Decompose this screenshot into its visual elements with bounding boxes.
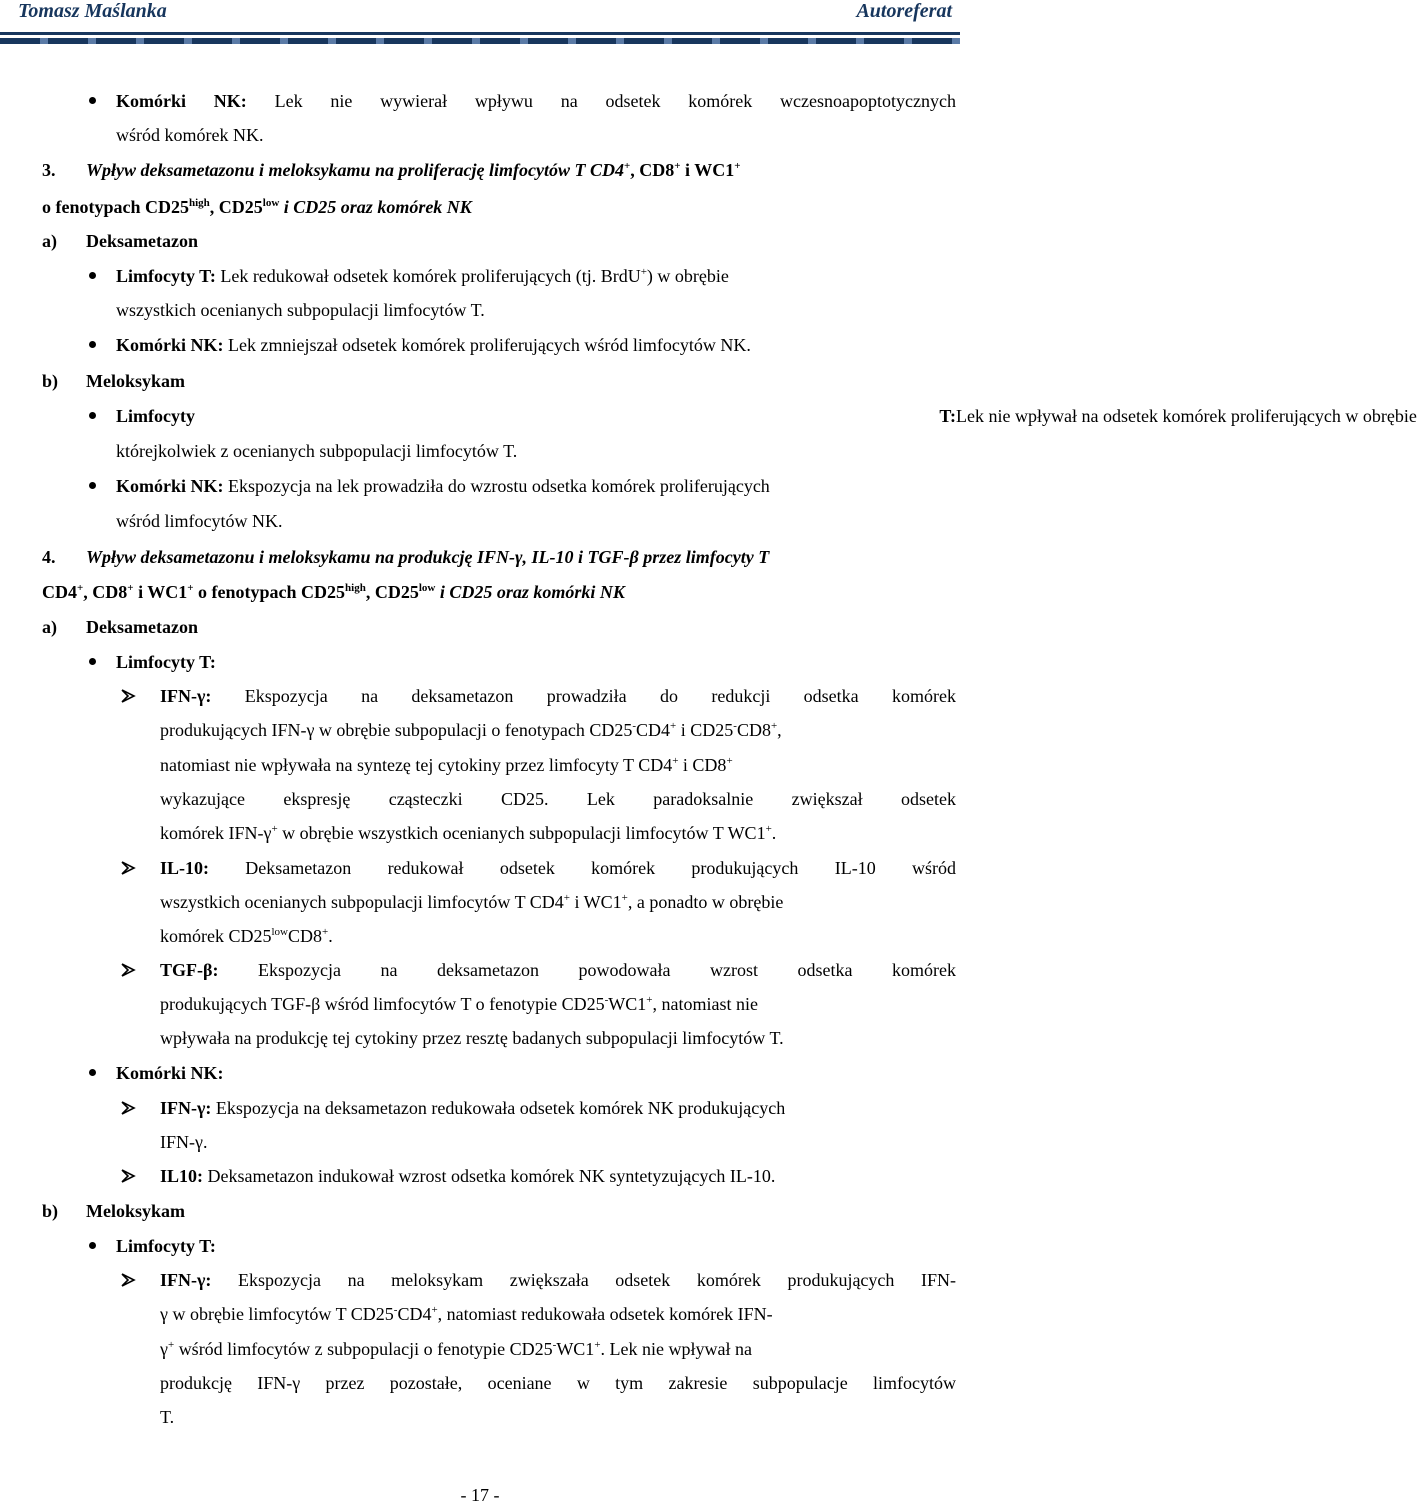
paragraph-line: IFN-γ. (160, 1132, 208, 1152)
subsection-letter: a) (42, 617, 57, 637)
item-label: Limfocyty T: (116, 652, 216, 672)
bullet-icon (89, 97, 96, 104)
bullet-icon (89, 341, 96, 348)
paragraph-line: Komórki NK: Lek nie wywierał wpływu na odsetek komórek wczesnoapoptotycznych (116, 91, 956, 111)
paragraph-line: γ+ wśród limfocytów z subpopulacji o fenotypie CD25-WC1+. Lek nie wpływał na (160, 1339, 752, 1359)
section-title: Wpływ deksametazonu i meloksykamu na proliferację limfocytów T CD4+, CD8+ i WC1+ (86, 160, 741, 180)
arrow-bullet-icon (120, 860, 136, 876)
paragraph-line: komórek $CD25^{low}CD8^+$. (160, 926, 333, 946)
arrow-bullet-icon (120, 1100, 136, 1116)
header-author: Tomasz Maślanka (18, 0, 167, 22)
subsection-title: Meloksykam (86, 371, 185, 391)
paragraph-line: wśród komórek NK. (116, 125, 264, 145)
header-rule-pattern (0, 38, 960, 44)
bullet-icon (89, 412, 96, 419)
bullet-icon (89, 1069, 96, 1076)
paragraph-line: IFN-γ: Ekspozycja na meloksykam zwiększała odsetek komórek produkujących IFN- (160, 1270, 956, 1290)
paragraph-line: TGF-β: Ekspozycja na deksametazon powodowała wzrost odsetka komórek (160, 960, 956, 980)
paragraph-line: wszystkich ocenianych subpopulacji limfocytów T. (116, 300, 485, 320)
arrow-bullet-icon (120, 1272, 136, 1288)
paragraph-line: IL-10: Deksametazon redukował odsetek komórek produkujących IL-10 wśród (160, 858, 956, 878)
paragraph-line: komórek IFN-γ+ w obrębie wszystkich ocenianych subpopulacji limfocytów T WC1+. (160, 823, 777, 843)
subsection-letter: b) (42, 1201, 59, 1221)
section-title: o fenotypach $CD25^{high}$, $CD25^{low}$ i CD25 oraz komórek NK (42, 197, 472, 217)
paragraph-line: IL10: Deksametazon indukował wzrost odsetka komórek NK syntetyzujących IL-10. (160, 1166, 776, 1186)
paragraph-line: γ w obrębie limfocytów T CD25-CD4+, natomiast redukowała odsetek komórek IFN- (160, 1304, 773, 1324)
paragraph-line: IFN-γ: Ekspozycja na deksametazon redukowała odsetek komórek NK produkujących (160, 1098, 786, 1118)
section-number: 3. (42, 160, 56, 180)
paragraph-line: produkujących IFN-γ w obrębie subpopulacji o fenotypach CD25-CD4+ i CD25-CD8+, (160, 720, 782, 740)
section-title: CD4+, CD8+ i WC1+ o fenotypach $CD25^{high}$, $CD25^{low}$ i CD25 oraz komórki NK (42, 582, 625, 602)
arrow-bullet-icon (120, 688, 136, 704)
header-doc-type: Autoreferat (856, 0, 952, 22)
bullet-icon (89, 482, 96, 489)
bullet-icon (89, 1242, 96, 1249)
paragraph-line: IFN-γ: Ekspozycja na deksametazon prowadziła do redukcji odsetka komórek (160, 686, 956, 706)
subsection-title: Deksametazon (86, 617, 198, 637)
section-title: Wpływ deksametazonu i meloksykamu na produkcję IFN-γ, IL-10 i TGF-β przez limfocyty T (86, 547, 770, 567)
arrow-bullet-icon (120, 1168, 136, 1184)
paragraph-line: wpływała na produkcję tej cytokiny przez resztę badanych subpopulacji limfocytów T. (160, 1028, 784, 1048)
arrow-bullet-icon (120, 962, 136, 978)
paragraph-line: produkujących TGF-β wśród limfocytów T o fenotypie CD25-WC1+, natomiast nie (160, 994, 758, 1014)
paragraph-line: wykazujące ekspresję cząsteczki CD25. Lek paradoksalnie zwiększał odsetek (160, 789, 956, 809)
paragraph-line: T. (160, 1407, 175, 1427)
item-label: Komórki NK: (116, 1063, 224, 1083)
paragraph-line: Komórki NK: Ekspozycja na lek prowadziła do wzrostu odsetka komórek proliferujących (116, 476, 770, 496)
item-label: Limfocyty T: (116, 1236, 216, 1256)
subsection-letter: b) (42, 371, 59, 391)
page-number: - 17 - (460, 1485, 500, 1505)
paragraph-line: Limfocyty T: Lek nie wpływał na odsetek komórek proliferujących w obrębie (116, 406, 1417, 426)
paragraph-line: wszystkich ocenianych subpopulacji limfocytów T CD4+ i WC1+, a ponadto w obrębie (160, 892, 784, 912)
section-number: 4. (42, 547, 56, 567)
paragraph-line: natomiast nie wpływała na syntezę tej cytokiny przez limfocyty T CD4+ i CD8+ (160, 755, 733, 775)
bullet-icon (89, 272, 96, 279)
paragraph-line: Komórki NK: Lek zmniejszał odsetek komórek proliferujących wśród limfocytów NK. (116, 335, 751, 355)
bullet-icon (89, 658, 96, 665)
subsection-title: Deksametazon (86, 231, 198, 251)
header-rule (0, 32, 960, 35)
subsection-title: Meloksykam (86, 1201, 185, 1221)
paragraph-line: wśród limfocytów NK. (116, 511, 283, 531)
subsection-letter: a) (42, 231, 57, 251)
paragraph-line: którejkolwiek z ocenianych subpopulacji limfocytów T. (116, 441, 518, 461)
paragraph-line: Limfocyty T: Lek redukował odsetek komórek proliferujących (tj. BrdU+) w obrębie (116, 266, 729, 286)
paragraph-line: produkcję IFN-γ przez pozostałe, oceniane w tym zakresie subpopulacje limfocytów (160, 1373, 956, 1393)
